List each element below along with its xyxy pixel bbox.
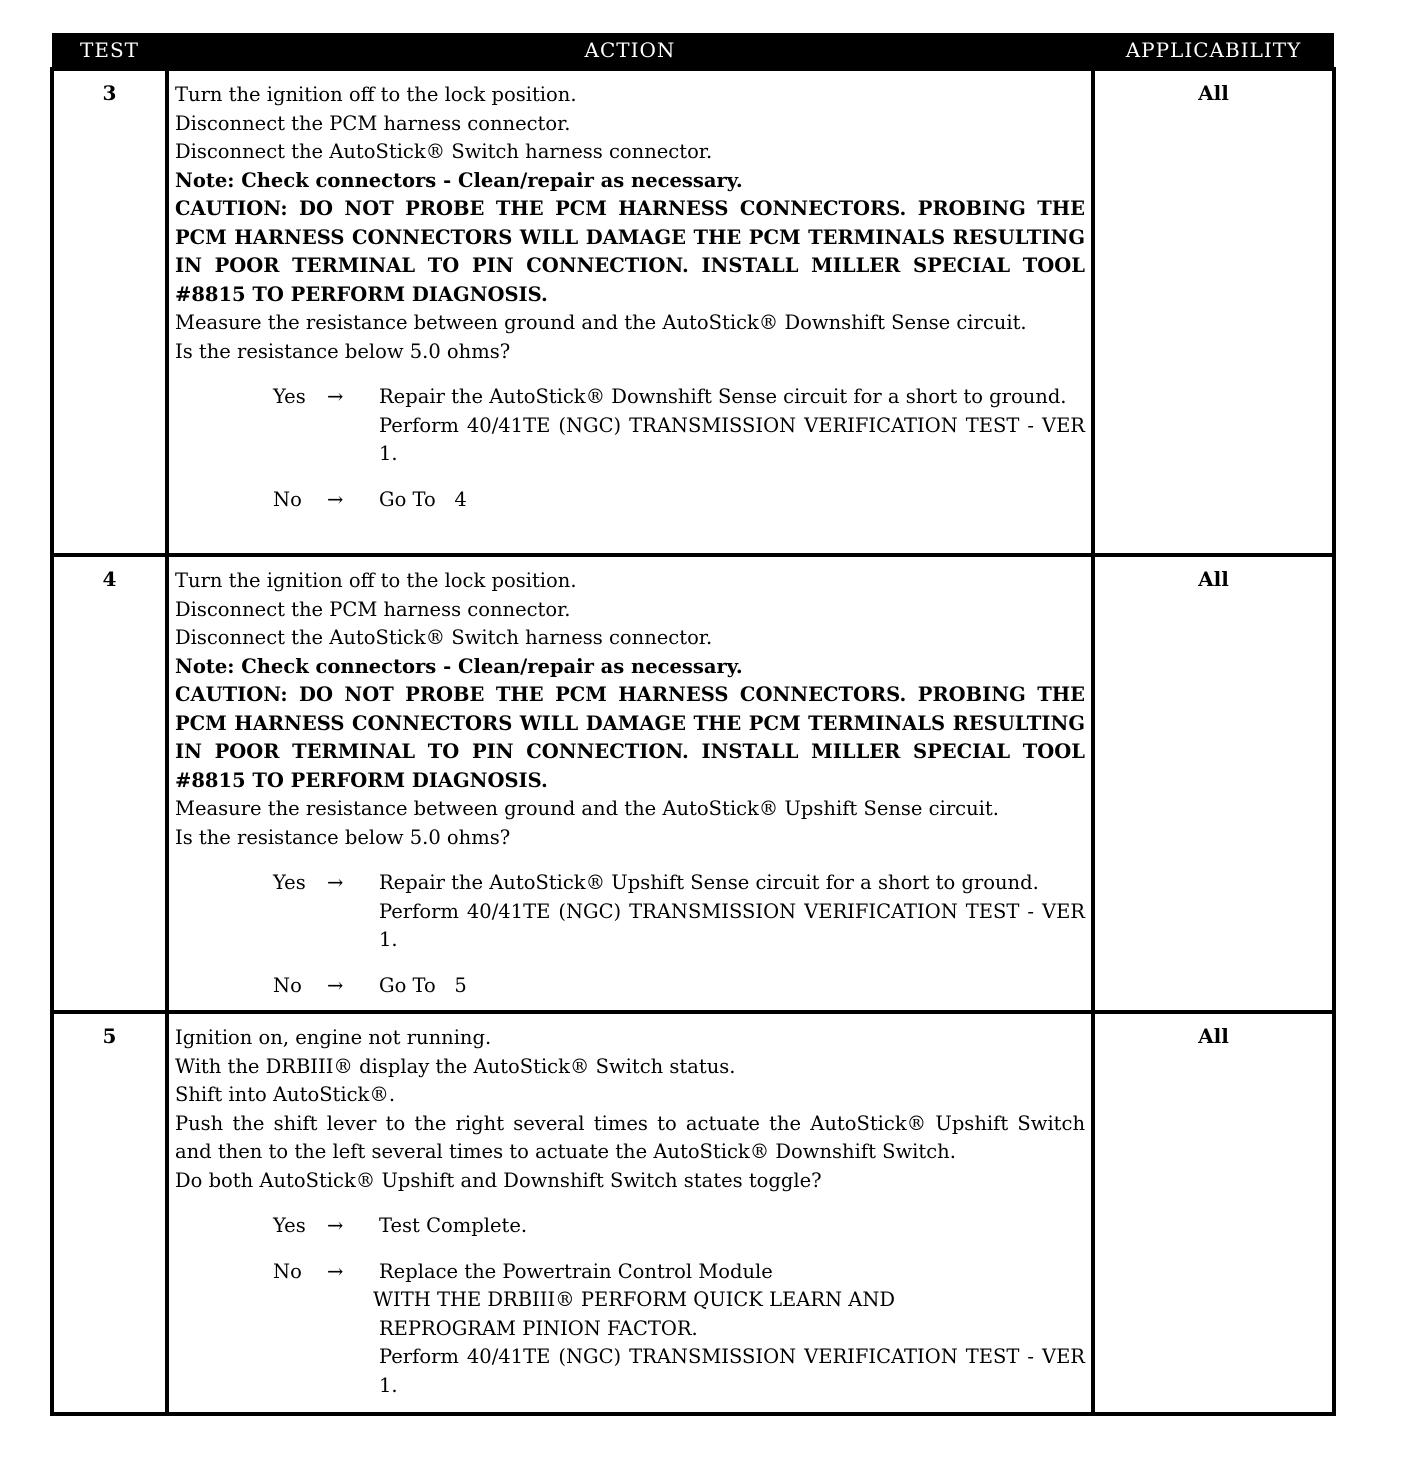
no-result-line: Replace the Powertrain Control Module	[379, 1259, 773, 1283]
no-label: No	[273, 973, 302, 997]
arrow-icon: →	[327, 973, 344, 997]
header-applicability: APPLICABILITY	[1093, 33, 1334, 69]
arrow-icon: →	[327, 1214, 344, 1237]
header-test: TEST	[52, 33, 167, 69]
action-paragraph: Push the shift lever to the right several times to actuate the AutoStick® Upshift Switch and then to the left several times to actuate the AutoStick® Downshift Switch.	[175, 1111, 1085, 1163]
action-line: Shift into AutoStick®.	[175, 1083, 396, 1106]
question-text: Is the resistance below 5.0 ohms?	[175, 825, 511, 849]
no-result: Go To 5	[379, 973, 467, 997]
question-text: Is the resistance below 5.0 ohms?	[175, 339, 511, 363]
yes-label: Yes	[273, 871, 306, 894]
arrow-icon: →	[327, 487, 344, 511]
yes-result: Test Complete.	[379, 1214, 528, 1237]
caution-text: CAUTION: DO NOT PROBE THE PCM HARNESS CONNECTORS. PROBING THE PCM HARNESS CONNECTORS WILL DAMAGE THE PCM TERMINALS RESULTING IN POOR TERMINAL TO PIN CONNECTION. INSTALL MILLER SPECIAL TOOL #8815 TO PERFORM DIAGNOSIS.	[175, 197, 1085, 306]
arrow-icon: →	[327, 871, 344, 894]
arrow-icon: →	[327, 1259, 344, 1283]
yes-result-line: Perform 40/41TE (NGC) TRANSMISSION VERIFICATION TEST - VER 1.	[379, 413, 1085, 465]
applicability-value: All	[1093, 555, 1334, 1012]
yes-result	[379, 869, 1085, 955]
header-action: ACTION	[167, 33, 1093, 69]
action-line: Disconnect the AutoStick® Switch harness connector.	[175, 626, 713, 649]
applicability-value: All	[1093, 1012, 1334, 1414]
diagnostic-table-sheet	[50, 33, 1332, 1416]
action-line: Disconnect the PCM harness connector.	[175, 111, 571, 135]
test-row-4	[52, 555, 1334, 1012]
no-result-line: WITH THE DRBIII® PERFORM QUICK LEARN AND	[373, 1288, 896, 1311]
no-branch	[273, 486, 1085, 515]
test-number: 5	[52, 1012, 167, 1414]
no-branch	[273, 1258, 1085, 1401]
yes-label: Yes	[273, 385, 306, 408]
header-row	[52, 33, 1334, 69]
question-text: Do both AutoStick® Upshift and Downshift Switch states toggle?	[175, 1168, 822, 1192]
arrow-icon: →	[327, 385, 344, 408]
yes-result-line: Repair the AutoStick® Upshift Sense circuit for a short to ground.	[379, 871, 1039, 894]
yes-branch	[273, 1212, 1085, 1241]
measure-text: Measure the resistance between ground and the AutoStick® Upshift Sense circuit.	[175, 797, 999, 820]
action-cell	[167, 1012, 1093, 1414]
action-line: With the DRBIII® display the AutoStick® Switch status.	[175, 1054, 736, 1078]
test-number: 3	[52, 69, 167, 555]
diagnostic-table	[50, 33, 1336, 1416]
note-text: Note: Check connectors - Clean/repair as necessary.	[175, 654, 743, 678]
measure-text: Measure the resistance between ground and the AutoStick® Downshift Sense circuit.	[175, 311, 1027, 334]
action-line: Turn the ignition off to the lock position.	[175, 83, 577, 106]
test-number: 4	[52, 555, 167, 1012]
test-row-3	[52, 69, 1334, 555]
action-line: Disconnect the AutoStick® Switch harness connector.	[175, 140, 713, 163]
yes-branch	[273, 869, 1085, 955]
test-row-5	[52, 1012, 1334, 1414]
applicability-value: All	[1093, 69, 1334, 555]
yes-result-line: Perform 40/41TE (NGC) TRANSMISSION VERIFICATION TEST - VER 1.	[379, 899, 1085, 951]
action-cell	[167, 69, 1093, 555]
action-line: Disconnect the PCM harness connector.	[175, 597, 571, 621]
action-cell	[167, 555, 1093, 1012]
note-text: Note: Check connectors - Clean/repair as necessary.	[175, 168, 743, 192]
yes-branch	[273, 383, 1085, 469]
yes-result-line: Repair the AutoStick® Downshift Sense circuit for a short to ground.	[379, 385, 1067, 408]
no-result: Go To 4	[379, 487, 467, 511]
action-line: Turn the ignition off to the lock position.	[175, 569, 577, 592]
no-result-line: Perform 40/41TE (NGC) TRANSMISSION VERIFICATION TEST - VER 1.	[379, 1345, 1085, 1397]
yes-label: Yes	[273, 1214, 306, 1237]
no-result-line: REPROGRAM PINION FACTOR.	[379, 1316, 698, 1340]
no-result	[373, 1258, 1085, 1401]
no-label: No	[273, 1259, 302, 1283]
no-branch	[273, 972, 1085, 1001]
caution-text: CAUTION: DO NOT PROBE THE PCM HARNESS CONNECTORS. PROBING THE PCM HARNESS CONNECTORS WILL DAMAGE THE PCM TERMINALS RESULTING IN POOR TERMINAL TO PIN CONNECTION. INSTALL MILLER SPECIAL TOOL #8815 TO PERFORM DIAGNOSIS.	[175, 683, 1085, 792]
no-label: No	[273, 487, 302, 511]
yes-result	[379, 383, 1085, 469]
action-line: Ignition on, engine not running.	[175, 1026, 492, 1049]
